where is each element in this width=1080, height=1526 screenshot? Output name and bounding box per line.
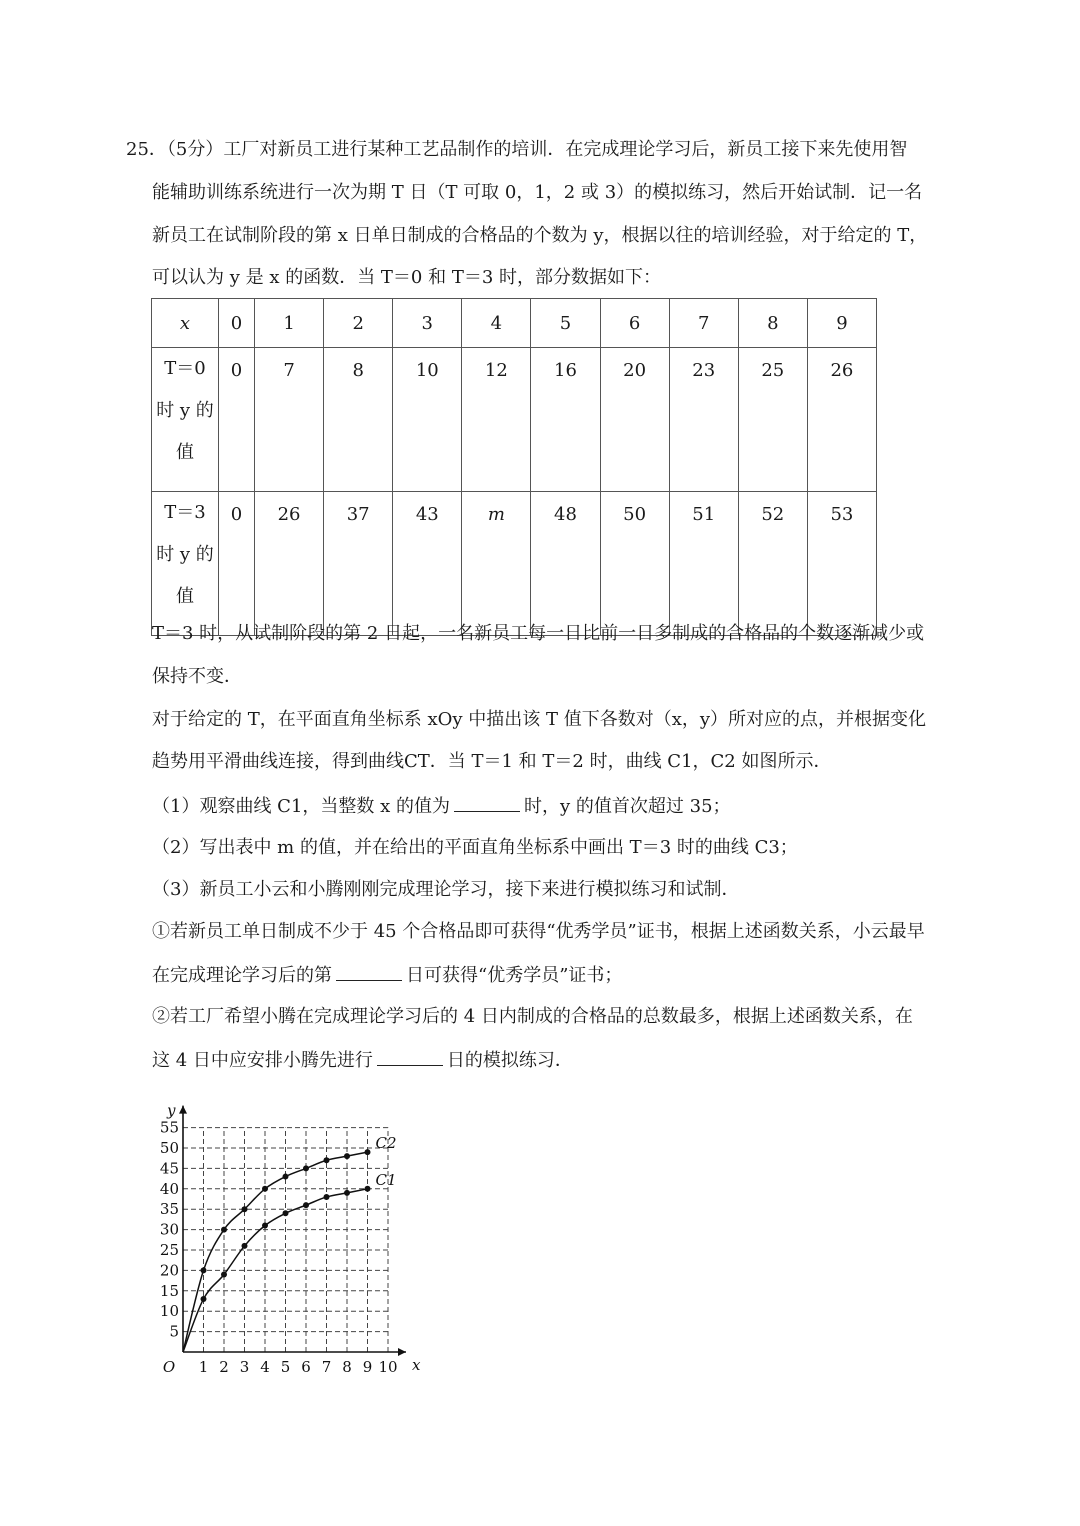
table-cell: 26 [255,492,324,636]
x-tick-label: 1 [198,1358,209,1376]
row-label-line: T＝0 [164,358,206,379]
table-cell: 51 [669,492,738,636]
y-axis-label: y [167,1101,176,1120]
row-label-line: 值 [176,586,194,607]
data-point-c2 [242,1206,248,1212]
table-cell: 0 [219,348,255,492]
table-cell: 10 [393,348,462,492]
table-cell: 8 [324,348,393,492]
row-label-line: T＝3 [164,502,206,523]
row-label-line: 时 y 的 [156,400,214,421]
question-3-1-text-b: 日可获得“优秀学员”证书； [406,965,623,986]
x-tick-label: 3 [239,1358,250,1376]
table-header-cell: 3 [393,299,462,348]
question-3: （3）新员工小云和小腾刚刚完成理论学习，接下来进行模拟练习和试制． [152,879,740,900]
table-cell: 26 [807,348,876,492]
coordinate-chart [150,1088,440,1388]
origin-label: O [162,1358,176,1376]
table-cell: 23 [669,348,738,492]
data-point-c1 [242,1243,248,1249]
y-tick-label: 40 [159,1179,179,1198]
table-header-cell: 5 [531,299,600,348]
table-cell: 20 [600,348,669,492]
data-point-c2 [201,1267,207,1273]
data-point-c2 [262,1186,268,1192]
data-point-c2 [365,1149,371,1155]
series-label-c2: C2 [375,1134,397,1153]
data-point-c2 [344,1153,350,1159]
y-tick-label: 20 [159,1261,179,1280]
data-point-c2 [324,1157,330,1163]
x-tick-label: 9 [362,1358,373,1376]
data-point-c1 [201,1296,207,1302]
data-point-c1 [344,1190,350,1196]
y-tick-label: 10 [159,1302,179,1321]
question-1 [152,793,731,819]
question-1-text-a: （1）观察曲线 C1，当整数 x 的值为 [152,796,450,817]
y-tick-label: 25 [159,1241,179,1259]
table-cell: 50 [600,492,669,636]
data-point-c1 [303,1202,309,1208]
problem-line-2: 能辅助训练系统进行一次为期 T 日（T 可取 0，1，2 或 3）的模拟练习，然后开始试制．记一名 [152,182,923,203]
y-tick-label: 35 [159,1200,179,1219]
table-cell: 25 [738,348,807,492]
y-tick-label: 15 [159,1281,179,1300]
question-3-1-text-a: 在完成理论学习后的第 [152,965,332,986]
table-header-cell: 8 [738,299,807,348]
series-label-c1: C1 [375,1170,397,1189]
x-axis-arrow [398,1348,406,1356]
x-axis-label: x [412,1356,421,1374]
question-3-1-cont [152,962,622,988]
question-3-2: ②若工厂希望小腾在完成理论学习后的 4 日内制成的合格品的总数最多，根据上述函数关系，在 [152,1006,913,1027]
table-cell-m: m [462,492,531,636]
question-1-text-b: 时，y 的值首次超过 35； [524,796,731,817]
data-point-c2 [303,1165,309,1171]
data-table [151,298,877,636]
table-header-cell: 9 [807,299,876,348]
answer-blank-2[interactable] [336,962,402,981]
question-3-2-text-a: 这 4 日中应安排小腾先进行 [152,1050,373,1071]
table-cell: 53 [807,492,876,636]
table-header-cell: 7 [669,299,738,348]
answer-blank-1[interactable] [454,793,520,812]
x-tick-label: 6 [301,1358,311,1376]
row-label-t3 [152,492,219,636]
data-point-c1 [283,1210,289,1216]
question-3-1: ①若新员工单日制成不少于 45 个合格品即可获得“优秀学员”证书，根据上述函数关系，小云最早 [152,921,925,942]
question-3-2-cont [152,1047,573,1073]
curve-c2 [183,1152,368,1352]
y-tick-label: 5 [169,1322,179,1341]
table-cell: 48 [531,492,600,636]
problem-line-4: 可以认为 y 是 x 的函数．当 T＝0 和 T＝3 时，部分数据如下： [152,267,662,288]
table-cell: 16 [531,348,600,492]
x-tick-label: 7 [321,1358,332,1376]
data-point-c1 [324,1194,330,1200]
y-tick-label: 50 [159,1139,179,1157]
data-point-c2 [221,1227,227,1233]
after-line-3: 对于给定的 T，在平面直角坐标系 xOy 中描出该 T 值下各数对（x，y）所对应的点，并根据变化 [152,709,927,730]
y-tick-label: 45 [159,1159,179,1178]
x-tick-label: 5 [280,1358,291,1376]
table-cell: 43 [393,492,462,636]
problem-line-3: 新员工在试制阶段的第 x 日单日制成的合格品的个数为 y，根据以往的培训经验，对于给定的 T， [152,225,928,246]
table-cell: 7 [255,348,324,492]
table-header-cell: 2 [324,299,393,348]
row-label-line: 值 [176,442,194,463]
table-header-row [152,299,877,348]
table-header-cell: 6 [600,299,669,348]
row-label-t0 [152,348,219,492]
row-label-line: 时 y 的 [156,544,214,565]
table-cell: 0 [219,492,255,636]
table-header-cell: 4 [462,299,531,348]
y-tick-label: 55 [159,1118,179,1137]
y-tick-label: 30 [159,1220,179,1239]
table-header-cell: 1 [255,299,324,348]
data-point-c2 [283,1174,289,1180]
after-line-2: 保持不变． [152,666,242,687]
x-tick-label: 4 [260,1358,270,1376]
table-cell: 52 [738,492,807,636]
table-row-t3 [152,492,877,636]
after-line-4: 趋势用平滑曲线连接，得到曲线CT．当 T＝1 和 T＝2 时，曲线 C1，C2 如图所示． [152,751,832,772]
data-point-c1 [262,1223,268,1229]
x-tick-label: 10 [378,1358,398,1376]
x-tick-label: 2 [219,1358,229,1376]
table-header-cell: x [152,299,219,348]
answer-blank-3[interactable] [377,1047,443,1066]
question-3-2-text-b: 日的模拟练习． [446,1050,573,1071]
question-2: （2）写出表中 m 的值，并在给出的平面直角坐标系中画出 T＝3 时的曲线 C3； [152,837,798,858]
table-row-t0 [152,348,877,492]
y-axis-arrow [179,1106,187,1114]
x-tick-label: 8 [342,1358,352,1376]
data-point-c1 [221,1271,227,1277]
table-cell: 12 [462,348,531,492]
problem-line-1: 25．（5分）工厂对新员工进行某种工艺品制作的培训．在完成理论学习后，新员工接下来先使用智 [126,139,908,160]
after-line-1: T＝3 时，从试制阶段的第 2 日起，一名新员工每一日比前一日多制成的合格品的个数逐渐减少或 [152,623,925,644]
data-point-c1 [365,1186,371,1192]
table-cell: 37 [324,492,393,636]
table-header-cell: 0 [219,299,255,348]
